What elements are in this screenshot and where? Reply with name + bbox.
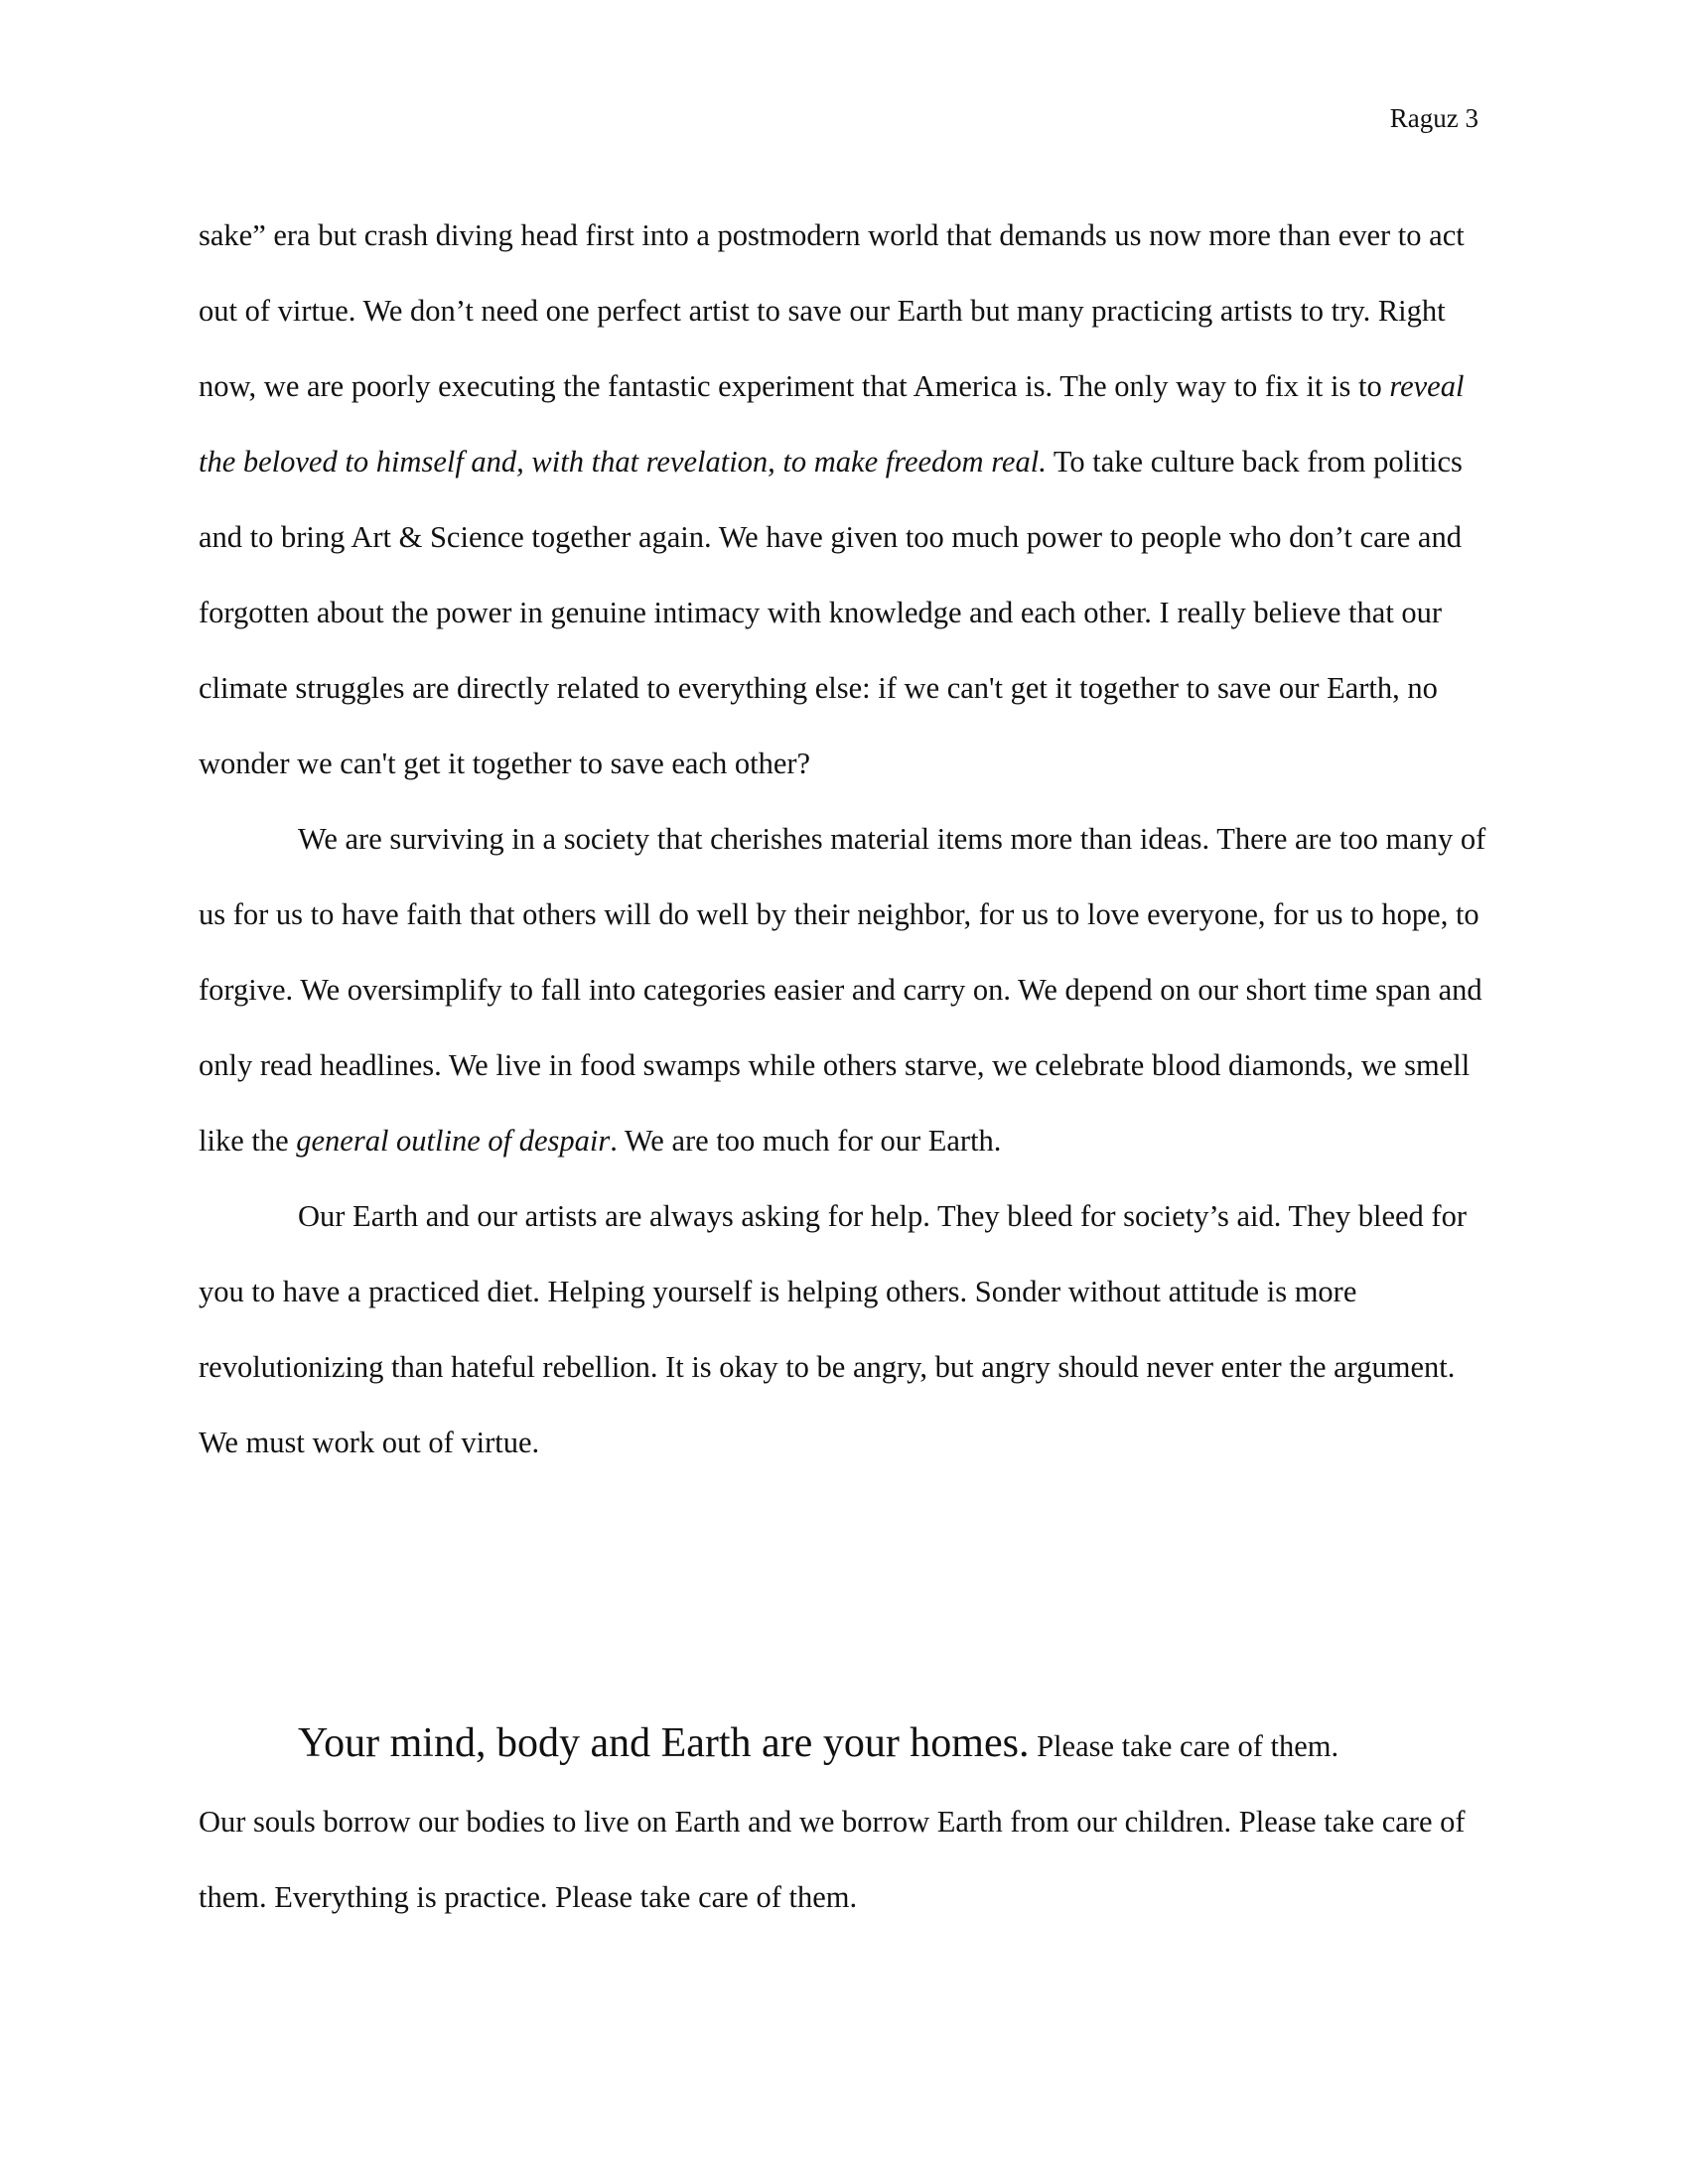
running-head: Raguz 3 [1389, 103, 1478, 133]
closing-section [199, 1706, 1489, 1935]
paragraph-3-text: Our Earth and our artists are always asking for help. They bleed for society’s aid. They bleed for you to have a practiced diet. Helping yourself is helping others. Sonder without attitude is more revolutionizing than hateful rebellion. It is okay to be angry, but angry should never enter the argument. We must work out of virtue. [199, 1199, 1467, 1459]
closing-headline-line [199, 1706, 1489, 1784]
paragraph-1-italic-quote: reveal the beloved to himself and, with that revelation, to make freedom real. [199, 369, 1465, 478]
paragraph-2-text: We are surviving in a society that cherishes material items more than ideas. There are too many of us for us to have faith that others will do well by their neighbor, for us to love everyone, for us to hope, to forgive. We oversimplify to fall into categories easier and carry on. We depend on our short time span and only read headlines. We live in food swamps while others starve, we celebrate blood diamonds, we smell like the [199, 822, 1486, 1158]
paragraph-2 [199, 801, 1489, 1178]
closing-body: Our souls borrow our bodies to live on Earth and we borrow Earth from our children. Please take care of them. Everything is practice. Please take care of them. [199, 1805, 1466, 1914]
essay-body [199, 198, 1489, 1480]
paragraph-2-italic-quote: general outline of despair [296, 1124, 611, 1158]
closing-headline-tail: Please take care of them. [1029, 1729, 1339, 1763]
paragraph-1-text: sake” era but crash diving head first into a postmodern world that demands us now more than ever to act out of virtue. We don’t need one perfect artist to save our Earth but many practicing artists to try. Right now, we are poorly executing the fantastic experiment that America is. The only way to fix it is to [199, 218, 1465, 403]
closing-headline: Your mind, body and Earth are your homes. [298, 1720, 1030, 1766]
paragraph-2-text-continued: . We are too much for our Earth. [610, 1124, 1002, 1158]
paragraph-1-text-continued: To take culture back from politics and to bring Art & Science together again. We have given too much power to people who don’t care and forgotten about the power in genuine intimacy with knowledge and each other. I really believe that our climate struggles are directly related to everything else: if we can't get it together to save our Earth, no wonder we can't get it together to save each other? [199, 445, 1463, 780]
paragraph-1 [199, 198, 1489, 801]
paragraph-3 [199, 1178, 1489, 1480]
